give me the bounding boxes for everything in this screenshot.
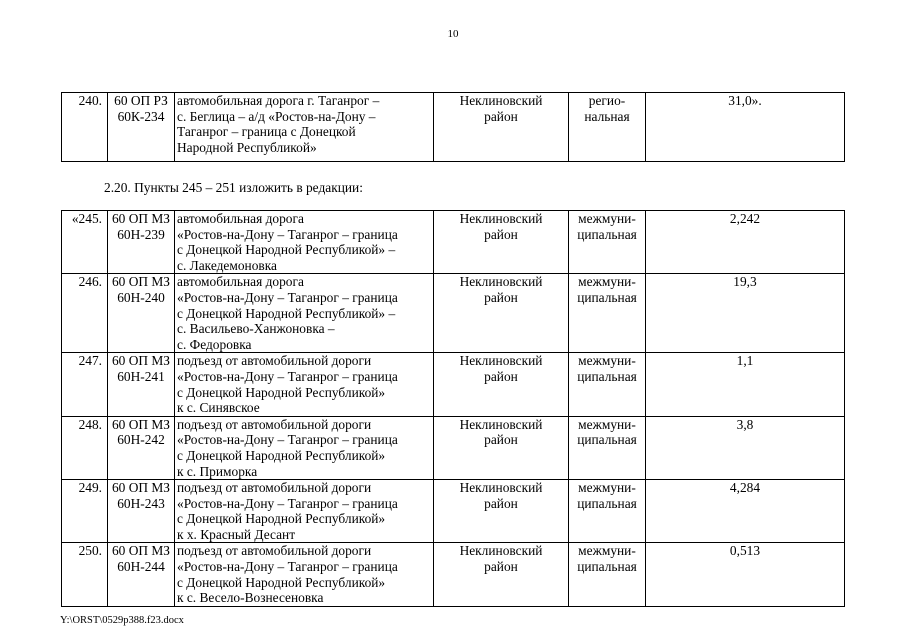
road-length: 19,3 [646,274,845,353]
district: Неклиновский район [434,480,569,543]
table-row [62,93,845,162]
significance: межмуни- ципальная [569,211,646,274]
district: Неклиновский район [434,416,569,479]
road-code: 60 ОП РЗ 60К-234 [108,93,175,162]
road-code: 60 ОП МЗ 60Н-243 [108,480,175,543]
roads-table-continued [61,92,845,162]
item-number: 249. [62,480,108,543]
table-row [62,274,845,353]
district: Неклиновский район [434,353,569,416]
table-row [62,211,845,274]
roads-table-new [61,210,845,607]
road-code: 60 ОП МЗ 60Н-240 [108,274,175,353]
significance: межмуни- ципальная [569,274,646,353]
district: Неклиновский район [434,543,569,606]
item-number: 250. [62,543,108,606]
item-number: 246. [62,274,108,353]
significance: регио- нальная [569,93,646,162]
significance: межмуни- ципальная [569,543,646,606]
table-row [62,416,845,479]
road-name: подъезд от автомобильной дороги «Ростов-на-Дону – Таганрог – граница с Донецкой Народной Республикой» к с. Синявское [175,353,434,416]
significance: межмуни- ципальная [569,416,646,479]
table-row [62,353,845,416]
road-name: подъезд от автомобильной дороги «Ростов-на-Дону – Таганрог – граница с Донецкой Народной Республикой» к с. Весело-Вознесеновка [175,543,434,606]
road-name: подъезд от автомобильной дороги «Ростов-на-Дону – Таганрог – граница с Донецкой Народной Республикой» к с. Приморка [175,416,434,479]
road-code: 60 ОП МЗ 60Н-244 [108,543,175,606]
road-name: автомобильная дорога «Ростов-на-Дону – Таганрог – граница с Донецкой Народной Республикой» – с. Васильево-Ханжоновка – с. Федоровка [175,274,434,353]
district: Неклиновский район [434,274,569,353]
file-path-footer: Y:\ORST\0529p388.f23.docx [60,615,184,626]
item-number: 240. [62,93,108,162]
significance: межмуни- ципальная [569,480,646,543]
table-row [62,480,845,543]
significance: межмуни- ципальная [569,353,646,416]
road-code: 60 ОП МЗ 60Н-241 [108,353,175,416]
road-name: автомобильная дорога г. Таганрог – с. Беглица – а/д «Ростов-на-Дону – Таганрог – граница с Донецкой Народной Республикой» [175,93,434,162]
road-length: 31,0». [646,93,845,162]
road-length: 3,8 [646,416,845,479]
road-length: 4,284 [646,480,845,543]
amendment-paragraph: 2.20. Пункты 245 – 251 изложить в редакции: [104,180,363,195]
table-row [62,543,845,606]
road-name: автомобильная дорога «Ростов-на-Дону – Таганрог – граница с Донецкой Народной Республикой» – с. Лакедемоновка [175,211,434,274]
item-number: «245. [62,211,108,274]
road-code: 60 ОП МЗ 60Н-239 [108,211,175,274]
page-number: 10 [447,28,459,40]
road-name: подъезд от автомобильной дороги «Ростов-на-Дону – Таганрог – граница с Донецкой Народной Республикой» к х. Красный Десант [175,480,434,543]
district: Неклиновский район [434,93,569,162]
district: Неклиновский район [434,211,569,274]
item-number: 247. [62,353,108,416]
road-length: 2,242 [646,211,845,274]
road-length: 0,513 [646,543,845,606]
road-length: 1,1 [646,353,845,416]
item-number: 248. [62,416,108,479]
road-code: 60 ОП МЗ 60Н-242 [108,416,175,479]
